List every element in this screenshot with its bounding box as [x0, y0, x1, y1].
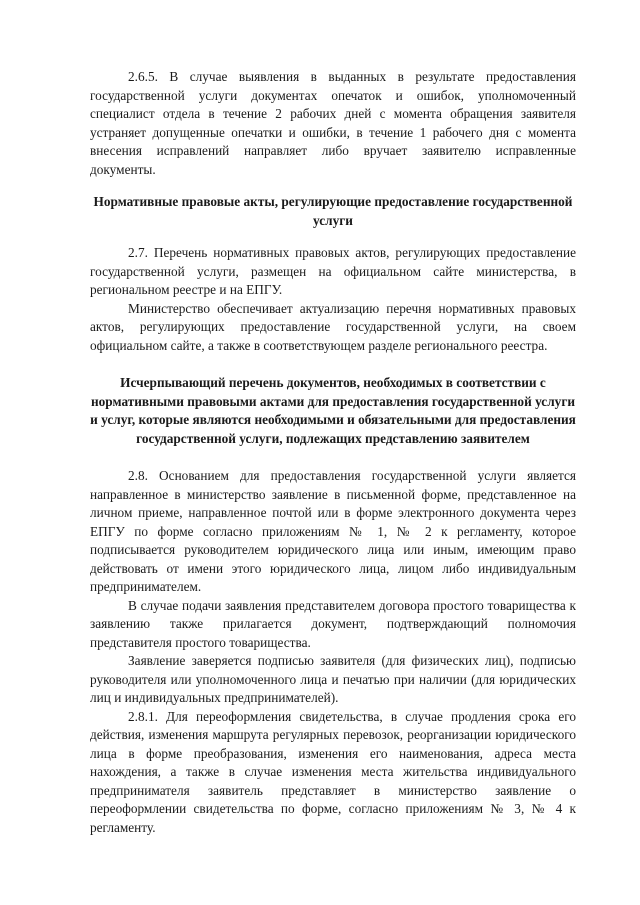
paragraph-2-7: 2.7. Перечень нормативных правовых актов, регулирующих предоставление государственной услуги, размещен на официальном сайте министерства, в региональном реестре и на ЕПГУ. [90, 245, 576, 297]
paragraph-2-6-5: 2.6.5. В случае выявления в выданных в результате предоставления государственной услуги документах опечаток и ошибок, уполномоченный специалист отдела в течение 2 рабочих дней с момента обращения заявителя устраняет допущенные опечатки и ошибки, в течение 1 рабочего дня с момента внесения исправлений направляет либо вручает заявителю исправленные документы. [90, 69, 576, 177]
section-heading-legal-acts: Нормативные правовые акты, регулирующие предоставление государственной услуги [93, 194, 573, 228]
paragraph-2-8-partnership: В случае подачи заявления представителем договора простого товарищества к заявлению также прилагается документ, подтверждающий полномочия представителя простого товарищества. [90, 597, 576, 650]
paragraph-2-8-signature: Заявление заверяется подписью заявителя (для физических лиц), подписью руководителя или уполномоченного лица и печатью при наличии (для юридических лиц и индивидуальных предпринимателей). [90, 653, 576, 705]
paragraph-2-7-actualization: Министерство обеспечивает актуализацию перечня нормативных правовых актов, регулирующих предоставление государственной услуги, на своем официальном сайте, а также в соответствующем разделе регионального реестра. [90, 300, 576, 353]
document-page [90, 68, 576, 837]
section-heading-documents-list: Исчерпывающий перечень документов, необходимых в соответствии с нормативными правовыми актами для предоставления государственной услуги и услуг, которые являются необходимыми и обязательными для предоставления государственной услуги, подлежащих представлению заявителем [90, 375, 576, 446]
paragraph-2-8-1: 2.8.1. Для переоформления свидетельства, в случае продления срока его действия, изменения маршрута регулярных перевозок, реорганизации юридического лица в форме преобразования, изменения его наименования, адреса места нахождения, а также в случае изменения места жительства индивидуального предпринимателя заявитель представляет в министерство заявление о переоформлении свидетельства по форме, согласно приложениям № 3, № 4 к регламенту. [90, 708, 576, 835]
paragraph-2-8: 2.8. Основанием для предоставления государственной услуги является направленное в министерство заявление в письменной форме, представленное на личном приеме, направленное почтой или в форме электронного документа через ЕПГУ по форме согласно приложениям № 1, № 2 к регламенту, которое подписывается руководителем юридического лица или иным, имеющим право действовать от имени этого юридического лица, лицом либо индивидуальным предпринимателем. [90, 468, 576, 594]
